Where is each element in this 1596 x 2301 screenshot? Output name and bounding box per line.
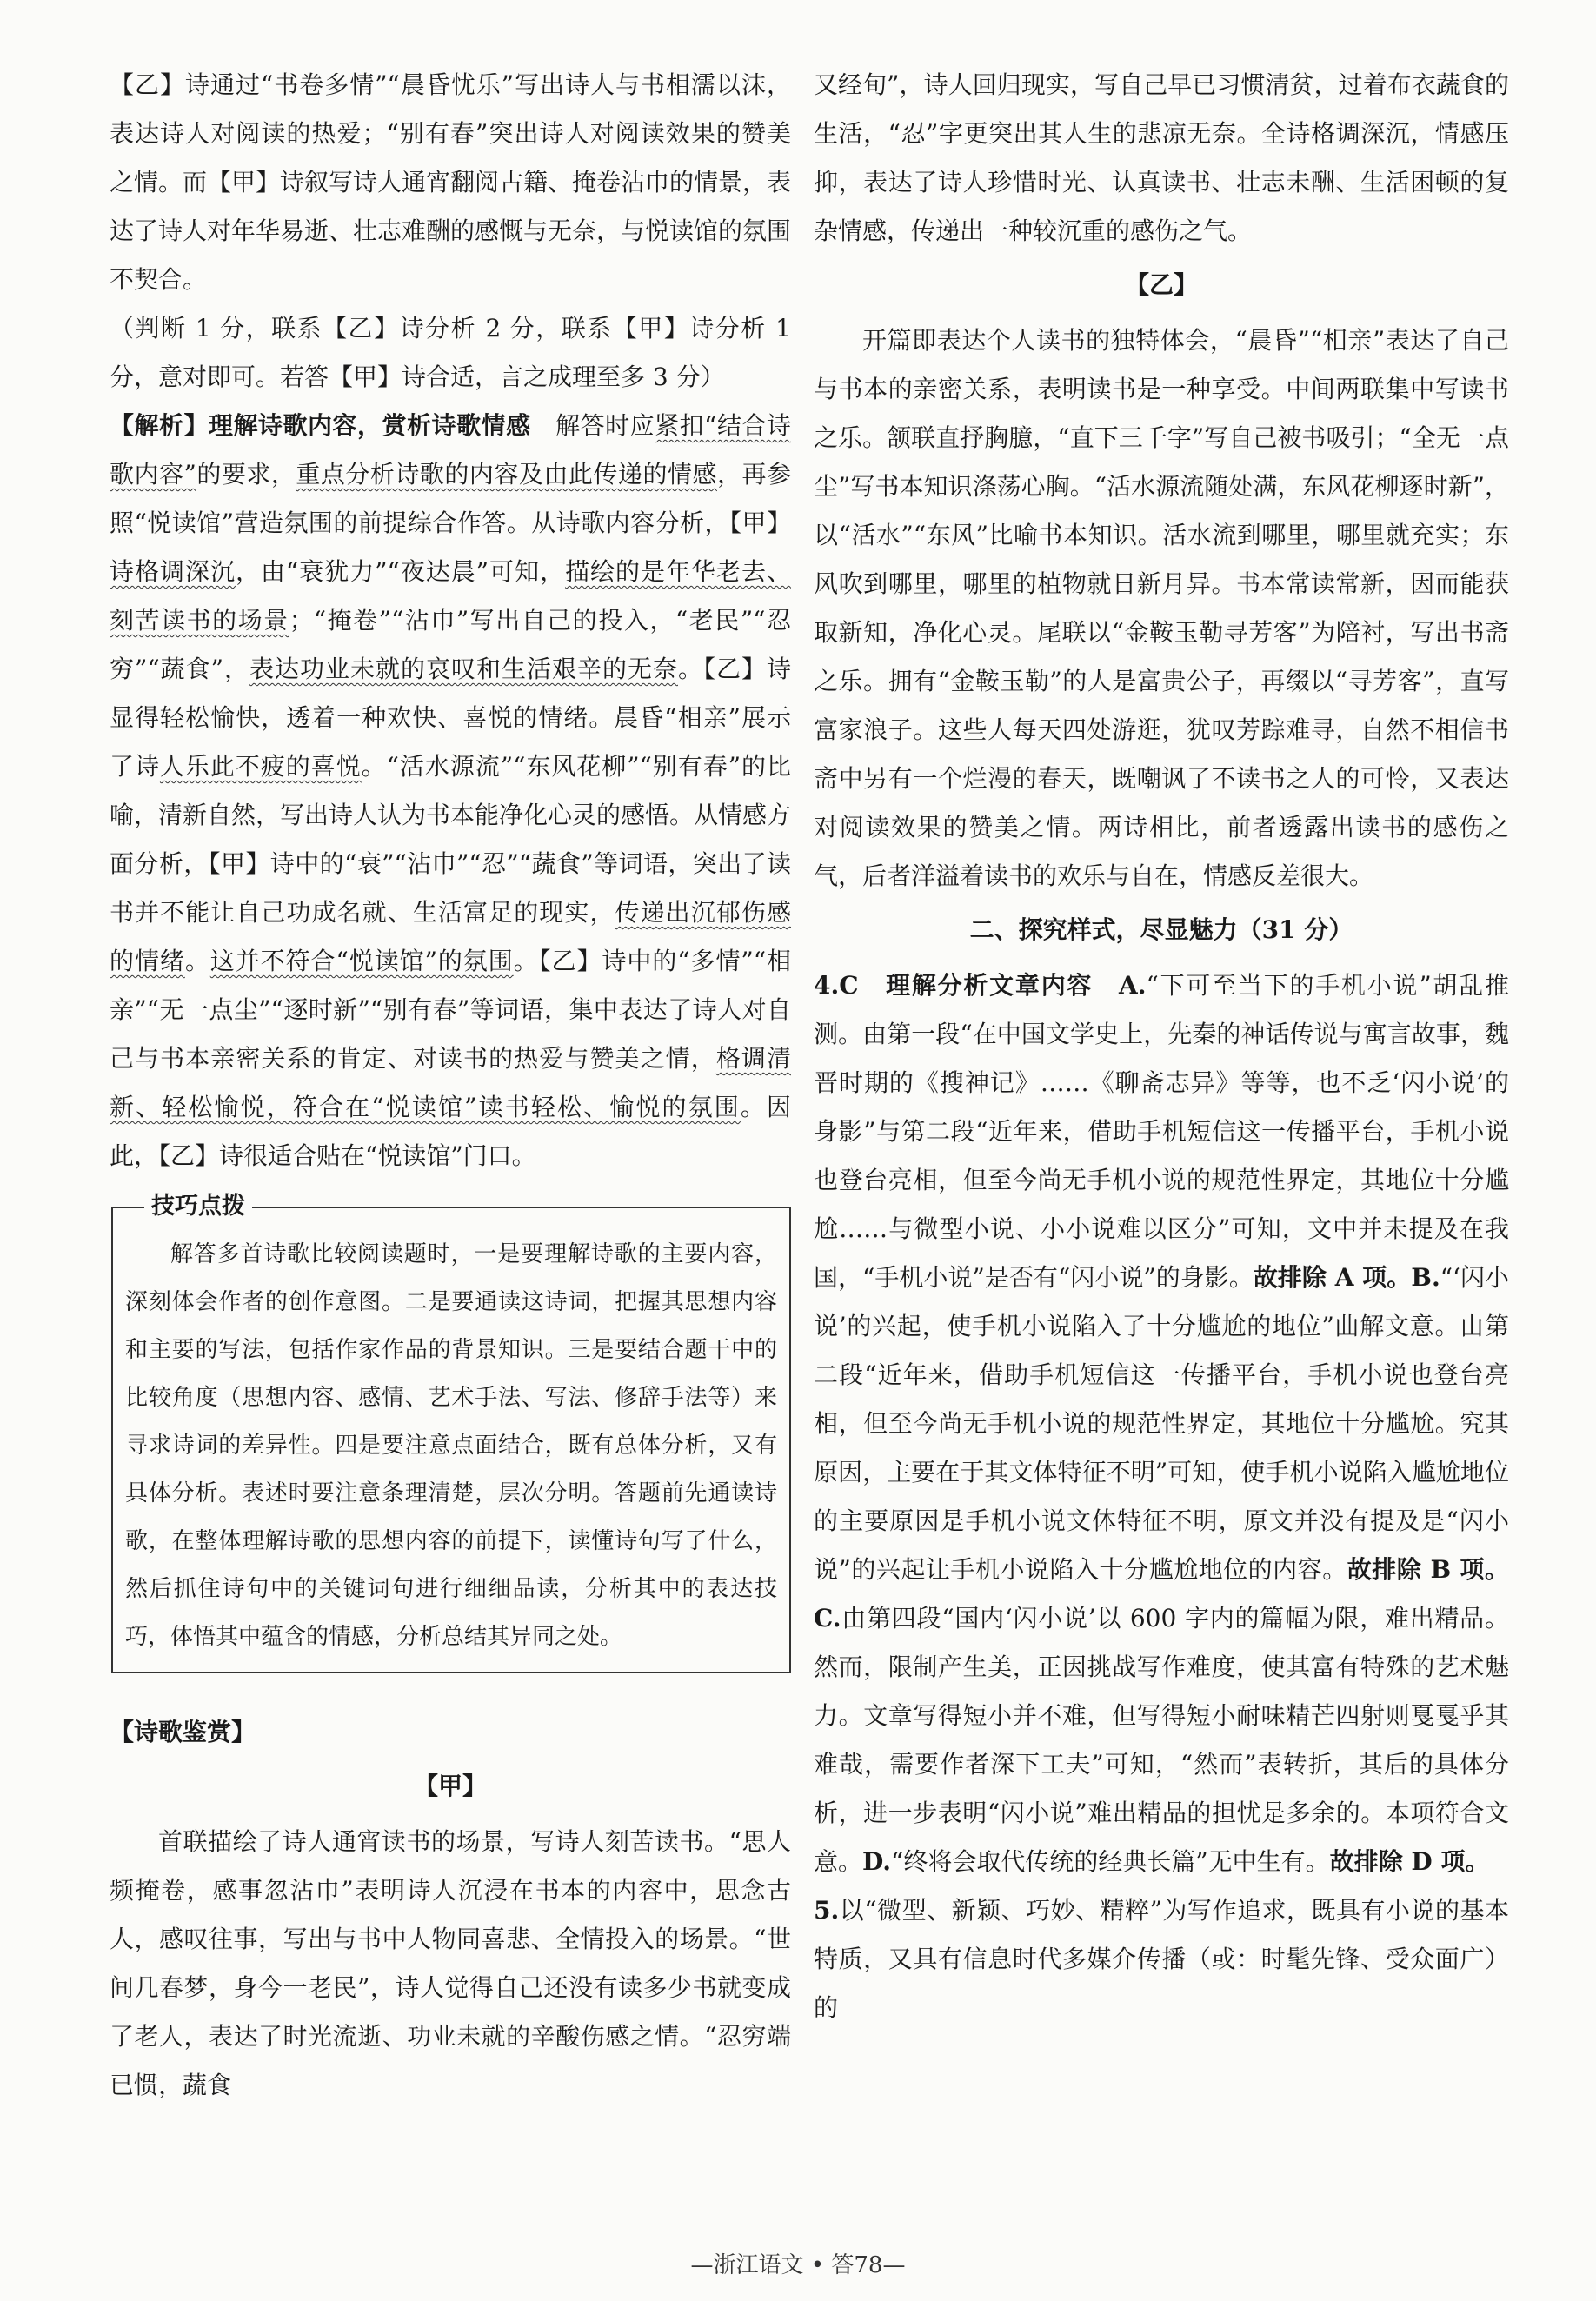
- scoring-note: （判断 1 分，联系【乙】诗分析 2 分，联系【甲】诗分析 1 分，意对即可。若答【甲】诗合适，言之成理至多 3 分）: [110, 314, 791, 391]
- question-4: [814, 961, 1509, 1886]
- yi-text: 开篇即表达个人读书的独特体会，“晨昏”“相亲”表达了自己与书本的亲密关系，表明读书是一种享受。中间两联集中写读书之乐。颔联直抒胸臆，“直下三千字”写自己被书吸引；“全无一点尘”写书本知识涤荡心胸。“活水源流随处满，东风花柳逐时新”，以“活水”“东风”比喻书本知识。活水流到哪里，哪里就充实；东风吹到哪里，哪里的植物就日新月异。书本常读常新，因而能获取新知，净化心灵。尾联以“金鞍玉勒寻芳客”为陪衬，写出书斋之乐。拥有“金鞍玉勒”的人是富贵公子，再缀以“寻芳客”，直写富家浪子。这些人每天四处游逛，犹叹芳踪难寻，自然不相信书斋中另有一个烂漫的春天，既嘲讽了不读书之人的可怜，又表达对阅读效果的赞美之情。两诗相比，前者透露出读书的感伤之气，后者洋溢着读书的欢乐与自在，情感反差很大。: [814, 326, 1509, 890]
- q4-text: 由第四段“国内‘闪小说’以 600 字内的篇幅为限，难出精品。然而，限制产生美，正因挑战写作难度，使其富有特殊的艺术魅力。文章写得短小并不难，但写得短小耐味精芒四射则戛戛乎其难哉，需要作者深下工夫”可知，“然而”表转折，其后的具体分析，进一步表明“闪小说”难出精品的担忧是多余的。本项符合文意。: [814, 1604, 1509, 1876]
- q4-bold-marker: 故排除 A 项。: [1253, 1263, 1412, 1292]
- underlined-key-phrase: 格调清新、轻松愉悦，符合在“悦读馆”读书轻松、愉悦的氛围: [110, 1044, 791, 1121]
- analysis-text: 。【乙】诗显得轻松愉快，透着一种欢快、喜悦的情绪。晨昏“相亲”展示了诗: [110, 655, 791, 781]
- q4-bold-marker: A.: [1119, 971, 1147, 1000]
- analysis-text: ，再参照“悦读馆”营造氛围的前提综合作答。从诗歌内容分析，【甲】: [110, 460, 791, 537]
- tips-box: [111, 1193, 791, 1673]
- underlined-key-phrase: 人乐此不疲的喜悦: [159, 752, 362, 781]
- underlined-key-phrase: 传递出沉郁伤感的情绪: [110, 898, 791, 975]
- analysis-text: 。因此，【乙】诗很适合贴在“悦读馆”门口。: [110, 1093, 791, 1170]
- jia-heading: 【甲】: [413, 1772, 487, 1800]
- tips-title: 技巧点拨: [144, 1191, 252, 1222]
- question-5: [814, 1886, 1509, 2032]
- watermark: ​: [619, 1739, 633, 1837]
- analysis-text: 。【乙】诗中的“多情”“相亲”“无一点尘”“逐时新”“别有春”等词语，集中表达了诗人对自己与书本亲密关系的肯定、对读书的热爱与赞美之情，: [110, 947, 791, 1073]
- q4-bold-marker: 故排除 D 项。: [1329, 1847, 1490, 1876]
- analysis-paragraph: [110, 402, 791, 1180]
- q4-bold-marker: 故排除 B 项。: [1347, 1555, 1509, 1584]
- answer-paragraph: 【乙】诗通过“书卷多情”“晨昏忧乐”写出诗人与书相濡以沫，表达诗人对阅读的热爱；“别有春”突出诗人对阅读效果的赞美之情。而【甲】诗叙写诗人通宵翻阅古籍、掩卷沾巾的情景，表达了诗人对年华易逝、壮志难酬的感慨与无奈，与悦读馆的氛围不契合。: [110, 70, 792, 294]
- section-heading: 二、探究样式，尽显魅力（31 分）: [969, 915, 1353, 944]
- analysis-text: 。: [184, 947, 210, 975]
- underlined-key-phrase: 这并不符合“悦读馆”的氛围: [209, 947, 514, 975]
- analysis-label: 【解析】理解诗歌内容，赏析诗歌情感: [110, 411, 531, 440]
- right-column: [814, 61, 1509, 2032]
- q4-bold-marker: C.: [814, 1604, 841, 1633]
- tips-text: 解答多首诗歌比较阅读题时，一是要理解诗歌的主要内容，深刻体会作者的创作意图。二是要通读这诗词，把握其思想内容和主要的写法，包括作家作品的背景知识。三是要结合题干中的比较角度（思想内容、感情、艺术手法、写法、修辞手法等）来寻求诗词的差异性。四是要注意点面结合，既有总体分析，又有具体分析。表述时要注意条理清楚，层次分明。答题前先通读诗歌，在整体理解诗歌的思想内容的前提下，读懂诗句写了什么，然后抓住诗句中的关键词句进行细细品读，分析其中的表达技巧，体悟其中蕴含的情感，分析总结其异同之处。: [125, 1241, 777, 1650]
- q4-bold-marker: D.: [862, 1847, 892, 1876]
- q4-label: 理解分析文章内容: [886, 971, 1094, 1000]
- page-footer: —浙江语文 • 答78—: [690, 2252, 906, 2278]
- analysis-text: 的要求，: [196, 460, 296, 489]
- q4-number: 4.C: [814, 971, 859, 1000]
- underlined-key-phrase: 诗格调深沉: [110, 557, 236, 586]
- analysis-text: 解答时应: [530, 411, 655, 440]
- underlined-key-phrase: 重点分析诗歌的内容及由此传递的情感: [296, 460, 717, 489]
- analysis-text: 。“活水源流”“东风花柳”“别有春”的比喻，清新自然，写出诗人认为书本能净化心灵的感悟。从情感方面分析，【甲】诗中的“衰”“沾巾”“忍”“蔬食”等词语，突出了读书并不能让自己功成名就、生活富足的现实，: [110, 752, 792, 927]
- underlined-key-phrase: 表达功业未就的哀叹和生活艰辛的无奈: [249, 655, 678, 683]
- underlined-key-phrase: 描绘的是年华老去、刻苦读书的场景: [110, 557, 791, 635]
- yi-heading: 【乙】: [1124, 270, 1198, 299]
- q4-body: [814, 971, 1509, 1876]
- q4-text: “终将会取代传统的经典长篇”无中生有。: [891, 1847, 1330, 1876]
- q5-number: 5.: [814, 1896, 840, 1925]
- q4-text: “下可至当下的手机小说”胡乱推测。由第一段“在中国文学史上，先秦的神话传说与寓言故事，魏晋时期的《搜神记》……《聊斋志异》等等，也不乏‘闪小说’的身影”与第二段“近年来，借助手机短信这一传播平台，手机小说也登台亮相，但至今尚无手机小说的规范性界定，其地位十分尴尬……与微型小说、小小说难以区分”可知，文中并未提及在我国，“手机小说”是否有“闪小说”的身影。: [814, 971, 1509, 1292]
- jia-text: 首联描绘了诗人通宵读书的场景，写诗人刻苦读书。“思人频掩卷，感事忽沾巾”表明诗人沉浸在书本的内容中，思念古人，感叹往事，写出与书中人物同喜悲、全情投入的场景。“世间几春梦，身今一老民”，诗人觉得自己还没有读多少书就变成了老人，表达了时光流逝、功业未就的辛酸伤感之情。“忍穷端已惯，蔬食: [110, 1827, 791, 2099]
- analysis-body: [110, 411, 791, 1170]
- q5-text: 以“微型、新颖、巧妙、精粹”为写作追求，既具有小说的基本特质，又具有信息时代多媒介传播（或：时髦先锋、受众面广）的: [814, 1896, 1509, 2022]
- q4-text: “‘闪小说’的兴起，使手机小说陷入了十分尴尬的地位”曲解文意。由第二段“近年来，借助手机短信这一传播平台，手机小说也登台亮相，但至今尚无手机小说的规范性界定，其地位十分尴尬。究其原因，主要在于其文体特征不明”可知，使手机小说陷入尴尬地位的主要原因是手机小说文体特征不明，原文并没有提及是“闪小说”的兴起让手机小说陷入十分尴尬地位的内容。: [814, 1263, 1509, 1584]
- analysis-text: ，由“衰犹力”“夜达晨”可知，: [235, 557, 566, 586]
- underlined-key-phrase: 紧扣“结合诗歌内容”: [110, 411, 791, 489]
- left-column: [110, 61, 791, 2110]
- q4-bold-marker: B.: [1411, 1263, 1440, 1292]
- analysis-text: ；“掩卷”“沾巾”写出自己的投入，“老民”“忍穷”“蔬食”，: [110, 606, 791, 683]
- appreciation-label: 【诗歌鉴赏】: [110, 1718, 256, 1746]
- jia-continuation: 又经旬”，诗人回归现实，写自己早已习惯清贫，过着布衣蔬食的生活，“忍”字更突出其人生的悲凉无奈。全诗格调深沉，情感压抑，表达了诗人珍惜时光、认真读书、壮志未酬、生活困顿的复杂情感，传递出一种较沉重的感伤之气。: [814, 70, 1509, 245]
